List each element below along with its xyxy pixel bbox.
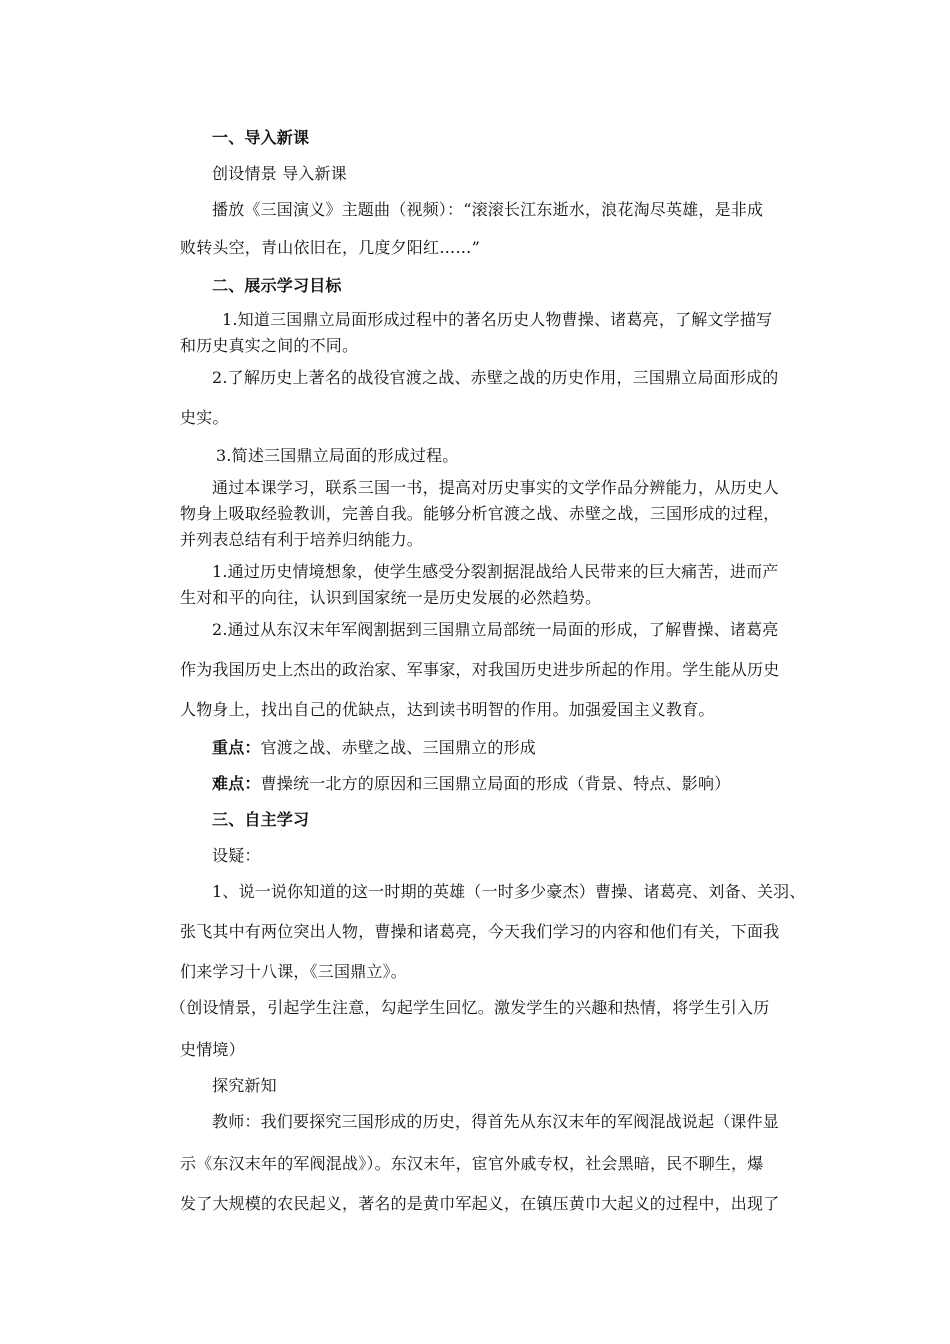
paragraph-line: 物身上吸取经验教训，完善自我。能够分析官渡之战、赤壁之战，三国形成的过程，: [180, 504, 780, 523]
paragraph-line: 人物身上，找出自己的优缺点，达到读书明智的作用。加强爱国主义教育。: [180, 700, 715, 719]
paragraph-line: 1、说一说你知道的这一时期的英雄（一时多少豪杰）曹操、诸葛亮、刘备、关羽、: [212, 882, 806, 901]
section-heading-intro: 一、导入新课: [212, 128, 310, 147]
paragraph-line: 张飞其中有两位突出人物，曹操和诸葛亮，今天我们学习的内容和他们有关，下面我: [180, 922, 780, 941]
paragraph-line: 败转头空，青山依旧在，几度夕阳红……”: [180, 238, 480, 257]
paragraph-line: 史情境）: [180, 1040, 245, 1059]
paragraph-line: （创设情景，引起学生注意，勾起学生回忆。激发学生的兴趣和热情，将学生引入历: [170, 998, 770, 1017]
subheading: 设疑：: [212, 846, 261, 865]
goal-line: 和历史真实之间的不同。: [180, 336, 359, 355]
paragraph-line: 2.通过从东汉末年军阀割据到三国鼎立局部统一局面的形成，了解曹操、诸葛亮: [212, 620, 779, 639]
difficult-points-text: 曹操统一北方的原因和三国鼎立局面的形成（背景、特点、影响）: [260, 774, 731, 793]
subheading: 创设情景 导入新课: [212, 164, 347, 183]
goal-line: 史实。: [180, 408, 229, 427]
section-heading-goals: 二、展示学习目标: [212, 276, 342, 295]
goal-line: 2.了解历史上著名的战役官渡之战、赤壁之战的历史作用，三国鼎立局面形成的: [212, 368, 779, 387]
paragraph-line: 通过本课学习，联系三国一书，提高对历史事实的文学作品分辨能力，从历史人: [212, 478, 780, 497]
paragraph-line: 1.通过历史情境想象，使学生感受分裂割据混战给人民带来的巨大痛苦，进而产: [212, 562, 779, 581]
paragraph-line: 示《东汉末年的军阀混战》）。东汉末年，宦官外戚专权，社会黑暗，民不聊生，爆: [180, 1154, 764, 1173]
paragraph-line: 并列表总结有利于培养归纳能力。: [180, 530, 424, 549]
goal-line: 3.简述三国鼎立局面的形成过程。: [216, 446, 459, 465]
paragraph-line: 播放《三国演义》主题曲（视频）：“滚滚长江东逝水，浪花淘尽英雄，是非成: [212, 200, 764, 219]
section-heading-self-study: 三、自主学习: [212, 810, 310, 829]
key-points: [212, 738, 536, 758]
goal-line: 1.知道三国鼎立局面形成过程中的著名历史人物曹操、诸葛亮，了解文学描写: [222, 310, 773, 329]
key-points-label: 重点：: [212, 738, 261, 757]
difficult-points: [212, 774, 730, 794]
subheading: 探究新知: [212, 1076, 277, 1095]
key-points-text: 官渡之战、赤壁之战、三国鼎立的形成: [260, 738, 537, 757]
paragraph-line: 们来学习十八课，《三国鼎立》。: [180, 962, 408, 981]
difficult-points-label: 难点：: [212, 774, 261, 793]
paragraph-line: 作为我国历史上杰出的政治家、军事家，对我国历史进步所起的作用。学生能从历史: [180, 660, 780, 679]
paragraph-line: 教师：我们要探究三国形成的历史，得首先从东汉末年的军阀混战说起（课件显: [212, 1112, 780, 1131]
paragraph-line: 发了大规模的农民起义，著名的是黄巾军起义，在镇压黄巾大起义的过程中，出现了: [180, 1194, 780, 1213]
paragraph-line: 生对和平的向往，认识到国家统一是历史发展的必然趋势。: [180, 588, 602, 607]
